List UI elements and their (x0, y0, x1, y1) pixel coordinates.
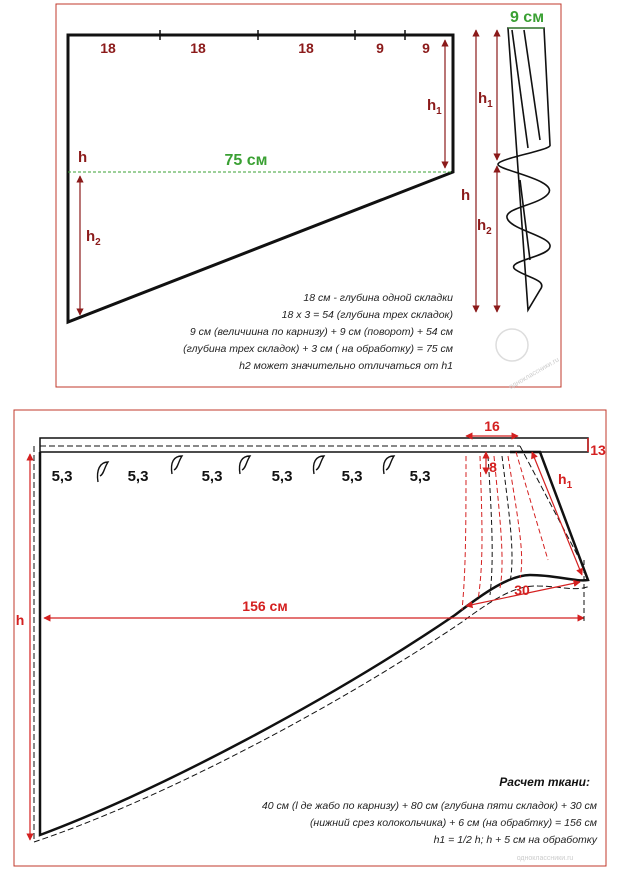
width-label: 75 см (224, 152, 268, 169)
pleat-dark-lines (488, 456, 512, 595)
dim-h1-arrow (532, 452, 582, 575)
rail-outline (40, 438, 588, 452)
dim-h-label: h (15, 612, 25, 628)
side-h2-label: $h_2$ (477, 217, 492, 237)
side-top-label: 9 см (509, 9, 545, 26)
pleat-label-1: 5,3 (51, 468, 73, 485)
h2-label: $h_2$ (86, 228, 101, 248)
calc-line-2: (нижний срез колокольчика) + 6 см (на обрабтку) = 156 см (309, 817, 597, 829)
right-edge-dashed (520, 446, 580, 560)
dim-8-label: 8 (489, 459, 497, 475)
top-label-5: 9 (422, 40, 430, 56)
pleat-label-2: 5,3 (127, 468, 149, 485)
side-h1-label: $h_1$ (478, 90, 493, 110)
side-h-label: h (461, 187, 471, 204)
pleat-fold-lines (462, 452, 548, 610)
top-h-label: h (78, 149, 88, 166)
dim-16-label: 16 (484, 418, 500, 434)
note-line-2: 18 х 3 = 54 (глубина трех складок) (281, 309, 453, 321)
calc-line-1: 40 см (l де жабо по карнизу) + 80 см (глубина пяти складок) + 30 см (261, 800, 597, 812)
pleat-label-5: 5,3 (341, 468, 363, 485)
calc-title: Расчет ткани: (499, 775, 590, 789)
note-line-4: (глубина трех складок) + 3 см ( на обработку) = 75 см (183, 343, 453, 355)
calc-line-3: h1 = 1/2 h; h + 5 см на обработку (433, 834, 597, 846)
dim-156-label: 156 см (242, 598, 288, 614)
top-pattern-outline (68, 35, 453, 322)
pleat-label-3: 5,3 (201, 468, 223, 485)
top-label-2: 18 (190, 40, 206, 56)
bottom-panel-frame (14, 410, 606, 866)
top-label-4: 9 (376, 40, 384, 56)
pleat-label-4: 5,3 (271, 468, 293, 485)
note-line-3: 9 см (величиина по карнизу) + 9 см (поворот) + 54 см (189, 326, 453, 338)
pleat-label-6: 5,3 (409, 468, 431, 485)
bottom-watermark-text: одноклассники.ru (516, 855, 574, 862)
top-watermark-logo (496, 329, 561, 391)
dim-30-label: 30 (514, 582, 530, 598)
dim-13-label: 13 (590, 442, 606, 458)
dim-h1-label: $h_1$ (558, 471, 573, 491)
note-line-1: 18 см - глубина одной складки (303, 292, 453, 304)
top-label-3: 18 (298, 40, 314, 56)
note-line-5: h2 может значительно отличаться от h1 (239, 360, 453, 372)
top-label-1: 18 (100, 40, 116, 56)
h1-label: $h_1$ (427, 97, 442, 117)
side-spiral-figure (498, 28, 550, 310)
top-watermark-text: одноклассники.ru (507, 356, 561, 391)
